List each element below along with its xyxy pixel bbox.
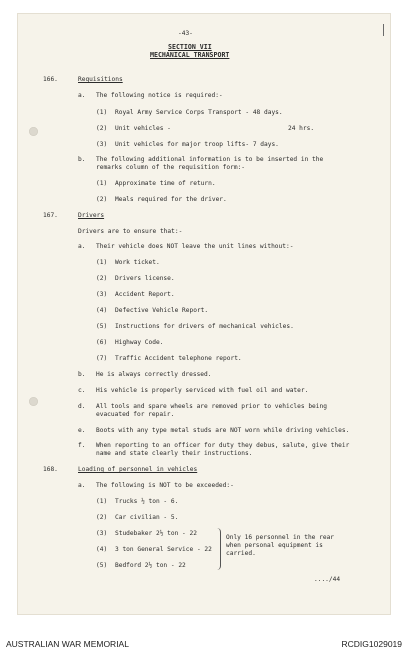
load-3-text: Studebaker 2½ ton - 22 <box>115 530 197 537</box>
load-1-text: Trucks ½ ton - 6. <box>115 498 179 505</box>
page-number: -43- <box>178 30 193 37</box>
item-2-text: Drivers license. <box>115 275 175 282</box>
para-167-f-line1: When reporting to an officer for duty they debus, salute, give their <box>96 442 350 449</box>
para-166-b-label: b. <box>78 156 86 163</box>
corner-mark <box>383 24 384 36</box>
para-168-a-text: The following is NOT to be exceeded:- <box>96 482 234 489</box>
item-7-num: (7) <box>96 355 108 362</box>
para-167-heading: Drivers <box>78 212 105 219</box>
punch-hole-bottom <box>29 397 38 406</box>
load-2-text: Car civilian - 5. <box>115 514 179 521</box>
para-166-a-text: The following notice is required:- <box>96 92 223 99</box>
item-1-text: Work ticket. <box>115 259 160 266</box>
para-167-c-text: His vehicle is properly serviced with fuel oil and water. <box>96 387 309 394</box>
notice-2-text: Unit vehicles - <box>115 125 171 132</box>
archive-footer <box>0 634 408 654</box>
punch-hole-top <box>29 127 38 136</box>
item-4-num: (4) <box>96 307 108 314</box>
para-167-d-label: d. <box>78 403 86 410</box>
load-2-num: (2) <box>96 514 108 521</box>
para-167-b-label: b. <box>78 371 86 378</box>
info-1-text: Approximate time of return. <box>115 180 216 187</box>
load-brace <box>216 528 221 570</box>
notice-2-time: 24 hrs. <box>288 125 315 132</box>
load-5-num: (5) <box>96 562 108 569</box>
para-166-a-label: a. <box>78 92 86 99</box>
para-167-e-text: Boots with any type metal studs are NOT worn while driving vehicles. <box>96 427 350 434</box>
para-166-heading: Requisitions <box>78 76 123 83</box>
load-1-num: (1) <box>96 498 108 505</box>
document-page <box>18 14 390 614</box>
section-subtitle: MECHANICAL TRANSPORT <box>150 51 230 59</box>
para-166-number: 166. <box>43 76 58 83</box>
info-2-text: Meals required for the driver. <box>115 196 227 203</box>
item-6-text: Highway Code. <box>115 339 164 346</box>
section-title: SECTION VII <box>168 43 212 51</box>
para-166-b-line1: The following additional information is to be inserted in the <box>96 156 324 163</box>
continuation-marker: ..../44 <box>314 576 341 583</box>
load-4-text: 3 ton General Service - 22 <box>115 546 212 553</box>
notice-2-num: (2) <box>96 125 108 132</box>
para-167-d-line1: All tools and spare wheels are removed prior to vehicles being <box>96 403 327 410</box>
para-168-heading: Loading of personnel in vehicles <box>78 466 198 473</box>
notice-3-text: Unit vehicles for major troop lifts- 7 days. <box>115 141 279 148</box>
item-7-text: Traffic Accident telephone report. <box>115 355 242 362</box>
para-167-f-line2: name and state clearly their instructions. <box>96 450 253 457</box>
load-4-num: (4) <box>96 546 108 553</box>
notice-1-num: (1) <box>96 109 108 116</box>
footer-institution: AUSTRALIAN WAR MEMORIAL <box>6 639 129 649</box>
load-5-text: Bedford 2½ ton - 22 <box>115 562 186 569</box>
para-167-number: 167. <box>43 212 58 219</box>
para-167-a-text: Their vehicle does NOT leave the unit lines without:- <box>96 243 294 250</box>
item-3-num: (3) <box>96 291 108 298</box>
load-note-line3: carried. <box>226 550 256 557</box>
para-167-a-label: a. <box>78 243 86 250</box>
para-168-a-label: a. <box>78 482 86 489</box>
item-5-num: (5) <box>96 323 108 330</box>
notice-1-text: Royal Army Service Corps Transport - 48 days. <box>115 109 283 116</box>
para-167-b-text: He is always correctly dressed. <box>96 371 212 378</box>
info-2-num: (2) <box>96 196 108 203</box>
item-3-text: Accident Report. <box>115 291 175 298</box>
para-166-b-line2: remarks column of the requisition form:- <box>96 164 246 171</box>
item-1-num: (1) <box>96 259 108 266</box>
load-3-num: (3) <box>96 530 108 537</box>
para-167-c-label: c. <box>78 387 86 394</box>
load-note-line2: when personal equipment is <box>226 542 323 549</box>
item-5-text: Instructions for drivers of mechanical vehicles. <box>115 323 294 330</box>
item-2-num: (2) <box>96 275 108 282</box>
item-4-text: Defective Vehicle Report. <box>115 307 209 314</box>
info-1-num: (1) <box>96 180 108 187</box>
load-note-line1: Only 16 personnel in the rear <box>226 534 335 541</box>
para-167-d-line2: evacuated for repair. <box>96 411 175 418</box>
footer-record-id: RCDIG1029019 <box>341 639 402 649</box>
para-167-intro: Drivers are to ensure that:- <box>78 228 183 235</box>
notice-3-num: (3) <box>96 141 108 148</box>
para-167-e-label: e. <box>78 427 86 434</box>
para-168-number: 168. <box>43 466 58 473</box>
para-167-f-label: f. <box>78 442 86 449</box>
item-6-num: (6) <box>96 339 108 346</box>
